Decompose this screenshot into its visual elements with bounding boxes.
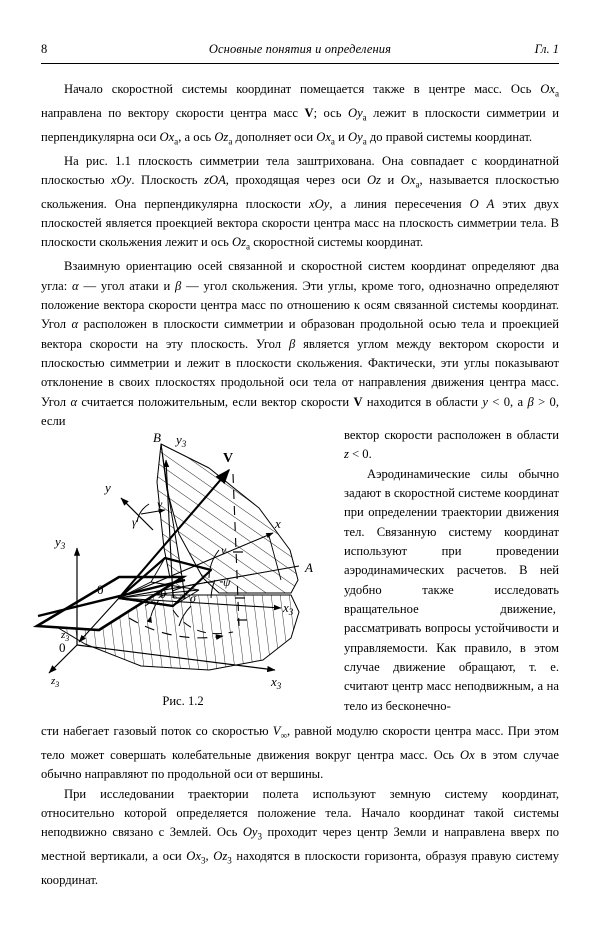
paragraph: сти набегает газовый поток со скоростью $V_\infty$, равной модулю скорости центра масс. При этом тело может совершать колебательные движения вокруг центра масс. Ось Ox в этом случае обычно направляют по продольной оси от вершины.	[41, 724, 559, 782]
paragraph: вектор скорости расположен в области z < 0.	[344, 428, 559, 462]
label-velocity-v: V	[223, 451, 234, 466]
paragraph: Начало скоростной системы координат помещается также в центре масс. Ось $Ox_a$ направлена по вектору скорости центра масс V; ось $Oy_a$ лежит в плоскости симметрии и перпендикулярна оси $Ox_a$, а ось $Oz_a$ дополняет оси $Ox_a$ и $Oy_a$ до правой системы координат.	[41, 82, 559, 147]
label-x3-ground: $x_3$	[271, 674, 282, 691]
label-origin-ground: 0	[59, 640, 66, 655]
label-nu: v	[221, 543, 227, 557]
side-column-text	[344, 426, 559, 716]
running-head-chapter: Гл. 1	[534, 42, 559, 56]
body-text-bottom	[41, 722, 559, 890]
paragraph: Аэродинамические силы обычно задают в скоростной системе координат при определении траектории движения тел. Связанную систему координат используют при проведении аэродинамических расчетов. В ней удобно также исследовать вращательное движение, рассматривать вопросы устойчивости и управляемости. Как правило, в этом случае движение обращают, т. е. считают центр масс неподвижным, а на тело из бесконечно-	[344, 466, 559, 713]
figure-caption: Рис. 1.2	[162, 694, 204, 708]
label-y3-left: $y_3$	[55, 534, 66, 551]
header-rule	[41, 63, 559, 64]
running-head	[41, 42, 559, 62]
label-vertex-b: B	[153, 430, 161, 445]
label-gamma: γ	[132, 515, 137, 529]
label-x3-mid: $x_3$	[283, 600, 294, 617]
label-a: A	[305, 560, 313, 575]
body-text-top	[41, 80, 559, 431]
label-nu-upper: v	[157, 497, 163, 511]
label-sigma: σ	[190, 591, 196, 605]
label-theta: θ	[160, 587, 166, 601]
label-y3-upper: $y_3$	[176, 432, 187, 449]
figure-1-2	[33, 430, 333, 715]
axis-y-line	[121, 498, 153, 530]
figure-drawing	[33, 430, 333, 715]
label-psi: ψ	[223, 575, 231, 589]
running-head-title: Основные понятия и определения	[208, 42, 392, 56]
label-z3-mid: $z_3$	[61, 629, 70, 643]
label-origin-body: 0	[97, 582, 104, 597]
paragraph: Взаимную ориентацию осей связанной и скоростной систем координат определяют два угла: α — угол атаки и β — угол скольжения. Эти углы, кроме того, однозначно определяют положение вектора скорости центра масс по отношению к осям связанной системы координат. Угол α расположен в плоскости симметрии и образован продольной осью тела и проекцией вектора скорости на эту плоскость. Угол β является углом между вектором скорости и плоскостью симметрии и лежит в плоскости скольжения. Фактически, эти углы показывают отклонение в своих плоскостях продольной оси тела от направления движения центра масс. Угол α считается положительным, если вектор скорости V находится в области y < 0, а β > 0, если	[41, 259, 560, 429]
paragraph: При исследовании траектории полета используют земную систему координат, относительно которой определяется положение тела. Начало координат такой системы неподвижно связано с Землей. Ось $Oy_3$ проходит через центр Земли и направлена вверх по местной вертикали, а оси $Ox_3$, $Oz_3$ находятся в плоскости горизонта, образуя правую систему координат.	[41, 786, 559, 887]
paragraph: На рис. 1.1 плоскость симметрии тела заштрихована. Она совпадает с координатной плоскостью xOy. Плоскость zOA, проходящая через оси Oz и $Ox_a$, называется плоскостью скольжения. Она перпендикулярна плоскости xOy, а линия пересечения O A этих двух плоскостей является проекцией вектора скорости центра масс на плоскость симметрии тела. В плоскости скольжения лежит и ось $Oz_a$ скоростной системы координат.	[41, 153, 559, 252]
label-y: y	[105, 480, 111, 495]
label-z3-ground: $z_3$	[51, 675, 60, 689]
label-x: x	[275, 516, 281, 531]
page-number: 8	[41, 42, 48, 56]
